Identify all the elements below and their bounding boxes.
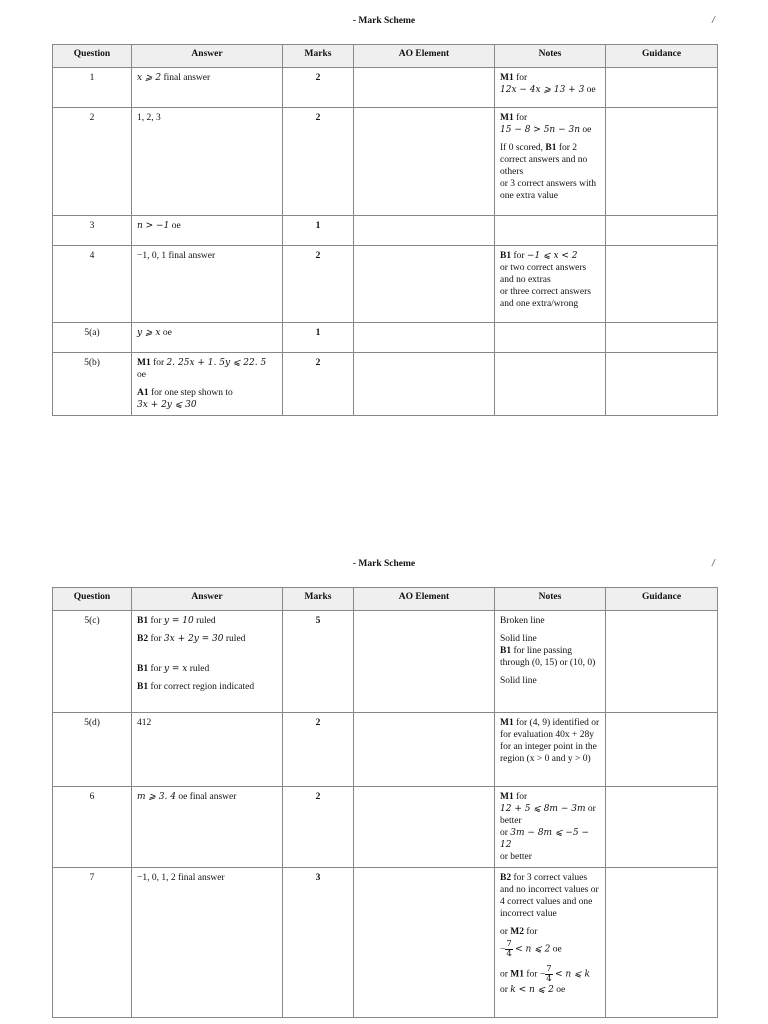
- notes-cell: B1 for −1 ⩽ x < 2 or two correct answers and no extras or three correct answers and one extra/wrong: [495, 246, 606, 323]
- page-title: - Mark Scheme: [352, 16, 416, 26]
- ao-cell: [354, 108, 495, 216]
- page-number-marker: /: [712, 558, 715, 569]
- page-number-marker: /: [712, 15, 715, 26]
- marks-cell: 1: [283, 323, 354, 353]
- marks-cell: 5: [283, 611, 354, 713]
- question-number: 3: [53, 216, 132, 246]
- col-marks: Marks: [283, 588, 354, 611]
- answer-cell: 412: [132, 713, 283, 787]
- notes-cell: Broken line Solid line B1 for line passing through (0, 15) or (10, 0) Solid line: [495, 611, 606, 713]
- answer-cell: −1, 0, 1, 2 final answer: [132, 868, 283, 1018]
- ao-cell: [354, 323, 495, 353]
- table-row: [53, 216, 718, 246]
- marks-cell: 3: [283, 868, 354, 1018]
- marks-cell: 2: [283, 246, 354, 323]
- question-number: 4: [53, 246, 132, 323]
- marks-cell: 2: [283, 713, 354, 787]
- col-question: Question: [53, 45, 132, 68]
- ao-cell: [354, 611, 495, 713]
- ao-cell: [354, 868, 495, 1018]
- col-question: Question: [53, 588, 132, 611]
- answer-cell: 1, 2, 3: [132, 108, 283, 216]
- fraction: $\frac{7}{4}$: [506, 939, 512, 959]
- marks-cell: 2: [283, 108, 354, 216]
- fraction: $\frac{7}{4}$: [546, 964, 552, 984]
- col-marks: Marks: [283, 45, 354, 68]
- notes-cell: [495, 323, 606, 353]
- ao-cell: [354, 246, 495, 323]
- notes-cell: M1 for 15 − 8 > 5n − 3n oe If 0 scored, B1 for 2 correct answers and no others or 3 correct answers with one extra value: [495, 108, 606, 216]
- table-row: [53, 246, 718, 323]
- marks-cell: 2: [283, 68, 354, 108]
- marks-cell: 2: [283, 787, 354, 868]
- notes-cell: M1 for 12x − 4x ⩾ 13 + 3 oe: [495, 68, 606, 108]
- table-row: [53, 353, 718, 416]
- answer-cell: m ⩾ 3. 4 oe final answer: [132, 787, 283, 868]
- guidance-cell: [606, 246, 718, 323]
- question-number: 2: [53, 108, 132, 216]
- page-title: - Mark Scheme: [352, 559, 416, 569]
- page-1: [0, 0, 768, 410]
- notes-cell: B2 for 3 correct values and no incorrect values or 4 correct values and one incorrect value or M2 for − $\frac{7}{4}$ < n ⩽ 2 oe or M1 for − $\frac{7}{4}$ < n ⩽ k or k < n ⩽ 2 oe: [495, 868, 606, 1018]
- table-row: [53, 108, 718, 216]
- table-row: [53, 611, 718, 713]
- guidance-cell: [606, 353, 718, 416]
- notes-cell: M1 for 12 + 5 ⩽ 8m − 3m or better or 3m − 8m ⩽ −5 − 12 or better: [495, 787, 606, 868]
- mark-scheme-table: [52, 587, 718, 1018]
- marks-cell: 2: [283, 353, 354, 416]
- guidance-cell: [606, 713, 718, 787]
- guidance-cell: [606, 216, 718, 246]
- col-guidance: Guidance: [606, 45, 718, 68]
- question-number: 5(b): [53, 353, 132, 416]
- page-header: [0, 543, 768, 583]
- col-notes: Notes: [495, 588, 606, 611]
- guidance-cell: [606, 787, 718, 868]
- col-ao-element: AO Element: [354, 45, 495, 68]
- col-answer: Answer: [132, 588, 283, 611]
- marks-cell: 1: [283, 216, 354, 246]
- page-2: [0, 543, 768, 995]
- question-number: 1: [53, 68, 132, 108]
- answer-cell: n > −1 oe: [132, 216, 283, 246]
- guidance-cell: [606, 108, 718, 216]
- col-ao-element: AO Element: [354, 588, 495, 611]
- page-header: [0, 0, 768, 40]
- col-guidance: Guidance: [606, 588, 718, 611]
- table-row: [53, 713, 718, 787]
- ao-cell: [354, 787, 495, 868]
- notes-cell: [495, 353, 606, 416]
- question-number: 6: [53, 787, 132, 868]
- guidance-cell: [606, 611, 718, 713]
- guidance-cell: [606, 68, 718, 108]
- table-header-row: [53, 588, 718, 611]
- table-header-row: [53, 45, 718, 68]
- guidance-cell: [606, 868, 718, 1018]
- table-row: [53, 787, 718, 868]
- table-row: [53, 323, 718, 353]
- ao-cell: [354, 353, 495, 416]
- question-number: 5(d): [53, 713, 132, 787]
- answer-cell: M1 for 2. 25x + 1. 5y ⩽ 22. 5 oe A1 for one step shown to 3x + 2y ⩽ 30: [132, 353, 283, 416]
- ao-cell: [354, 713, 495, 787]
- guidance-cell: [606, 323, 718, 353]
- question-number: 5(c): [53, 611, 132, 713]
- notes-cell: [495, 216, 606, 246]
- table-row: [53, 868, 718, 1018]
- col-notes: Notes: [495, 45, 606, 68]
- ao-cell: [354, 68, 495, 108]
- mark-scheme-table: [52, 44, 718, 416]
- col-answer: Answer: [132, 45, 283, 68]
- question-number: 5(a): [53, 323, 132, 353]
- table-row: [53, 68, 718, 108]
- answer-cell: x ⩾ 2 final answer: [132, 68, 283, 108]
- notes-cell: M1 for (4, 9) identified or for evaluation 40x + 28y for an integer point in the region (x > 0 and y > 0): [495, 713, 606, 787]
- ao-cell: [354, 216, 495, 246]
- answer-cell: −1, 0, 1 final answer: [132, 246, 283, 323]
- question-number: 7: [53, 868, 132, 1018]
- answer-cell: y ⩾ x oe: [132, 323, 283, 353]
- answer-cell: B1 for y = 10 ruled B2 for 3x + 2y = 30 ruled B1 for y = x ruled B1 for correct region indicated: [132, 611, 283, 713]
